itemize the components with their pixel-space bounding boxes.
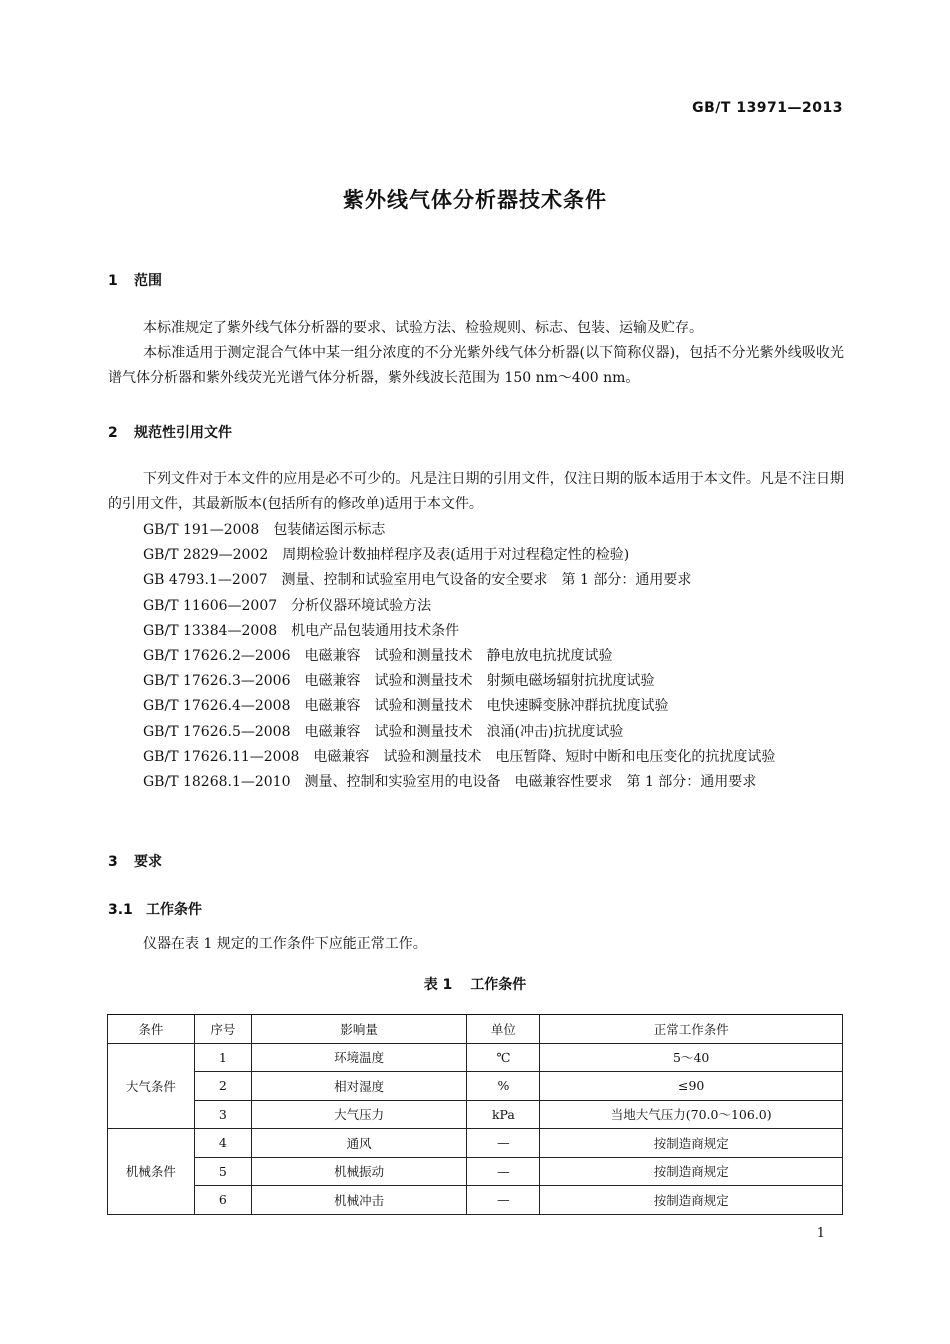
- section-3-heading: [108, 851, 162, 871]
- table-row: [108, 1100, 843, 1129]
- table-header-cell: 影响量: [251, 1015, 467, 1044]
- table-cell: 3: [194, 1100, 251, 1129]
- table-cell: 当地大气压力(70.0～106.0): [540, 1100, 843, 1129]
- table-header-cell: 单位: [467, 1015, 540, 1044]
- table-cell: 相对湿度: [251, 1072, 467, 1101]
- table-caption-title: 工作条件: [470, 977, 527, 993]
- table-number: 表 1: [423, 977, 453, 993]
- table-cell: 1: [194, 1043, 251, 1072]
- table-cell: 4: [194, 1129, 251, 1158]
- table-cell: —: [467, 1157, 540, 1186]
- reference-item: GB/T 2829—2002 周期检验计数抽样程序及表(适用于对过程稳定性的检验): [143, 547, 630, 564]
- references-intro: 下列文件对于本文件的应用是必不可少的。凡是注日期的引用文件，仅注日期的版本适用于本文件。凡是不注日期的引用文件，其最新版本(包括所有的修改单)适用于本文件。: [108, 471, 844, 512]
- table-cell: 环境温度: [251, 1043, 467, 1072]
- reference-item: GB/T 191—2008 包装储运图示标志: [143, 522, 386, 538]
- table-cell: 2: [194, 1072, 251, 1101]
- section-number: 2: [108, 425, 118, 441]
- table-cell: —: [467, 1129, 540, 1158]
- scope-paragraph-1: 本标准规定了紫外线气体分析器的要求、试验方法、检验规则、标志、包装、运输及贮存。: [143, 320, 703, 336]
- group-cell-mechanical: 机械条件: [108, 1129, 195, 1215]
- table-row: [108, 1072, 843, 1101]
- table-cell: 按制造商规定: [540, 1129, 843, 1158]
- table-cell: ℃: [467, 1043, 540, 1072]
- reference-item: GB/T 17626.4—2008 电磁兼容 试验和测量技术 电快速瞬变脉冲群抗扰度试验: [143, 698, 669, 715]
- table-cell: ≤90: [540, 1072, 843, 1101]
- table-cell: 按制造商规定: [540, 1157, 843, 1186]
- section-title: 规范性引用文件: [134, 425, 232, 441]
- page-number: 1: [816, 1226, 825, 1241]
- table-header-cell: 序号: [194, 1015, 251, 1044]
- section-number: 3.1: [108, 902, 133, 918]
- section-1-heading: [108, 270, 162, 290]
- document-title: 紫外线气体分析器技术条件: [343, 188, 607, 212]
- table-cell: %: [467, 1072, 540, 1101]
- table-header-row: [108, 1015, 843, 1044]
- table-cell: 6: [194, 1186, 251, 1215]
- reference-item: GB/T 17626.2—2006 电磁兼容 试验和测量技术 静电放电抗扰度试验: [143, 647, 613, 664]
- reference-item: GB/T 13384—2008 机电产品包装通用技术条件: [143, 622, 460, 639]
- reference-item: GB/T 11606—2007 分析仪器环境试验方法: [143, 597, 432, 614]
- group-cell-atmospheric: 大气条件: [108, 1043, 195, 1129]
- table-cell: 5: [194, 1157, 251, 1186]
- table-row: [108, 1186, 843, 1215]
- reference-item: GB 4793.1—2007 测量、控制和试验室用电气设备的安全要求 第 1 部分：通用要求: [143, 572, 692, 589]
- section-number: 3: [108, 854, 118, 870]
- table-cell: 5～40: [540, 1043, 843, 1072]
- section-title: 要求: [134, 854, 162, 870]
- table-cell: 通风: [251, 1129, 467, 1158]
- table-row: [108, 1043, 843, 1072]
- reference-item: GB/T 17626.5—2008 电磁兼容 试验和测量技术 浪涌(冲击)抗扰度试验: [143, 723, 624, 740]
- table-cell: 大气压力: [251, 1100, 467, 1129]
- table-header-cell: 条件: [108, 1015, 195, 1044]
- section-3-1-heading: [108, 899, 202, 919]
- section-2-heading: [108, 422, 232, 442]
- table-row: [108, 1157, 843, 1186]
- table-cell: kPa: [467, 1100, 540, 1129]
- reference-item: GB/T 17626.11—2008 电磁兼容 试验和测量技术 电压暂降、短时中断和电压变化的抗扰度试验: [143, 748, 776, 765]
- reference-item: GB/T 17626.3—2006 电磁兼容 试验和测量技术 射频电磁场辐射抗扰度试验: [143, 673, 655, 690]
- working-conditions-table: [107, 1014, 843, 1215]
- table-cell: 机械冲击: [251, 1186, 467, 1215]
- reference-list: [108, 518, 844, 795]
- scope-paragraph-2: 本标准适用于测定混合气体中某一组分浓度的不分光紫外线气体分析器(以下简称仪器)，包括不分光紫外线吸收光谱气体分析器和紫外线荧光光谱气体分析器，紫外线波长范围为 150 nm～400 nm。: [108, 345, 844, 386]
- working-conditions-paragraph: 仪器在表 1 规定的工作条件下应能正常工作。: [143, 936, 427, 952]
- table-cell: —: [467, 1186, 540, 1215]
- table-cell: 按制造商规定: [540, 1186, 843, 1215]
- table-row: [108, 1129, 843, 1158]
- standard-code-header: GB/T 13971—2013: [692, 100, 843, 116]
- section-title: 范围: [134, 273, 162, 289]
- table-header-cell: 正常工作条件: [540, 1015, 843, 1044]
- reference-item: GB/T 18268.1—2010 测量、控制和实验室用的电设备 电磁兼容性要求 第 1 部分：通用要求: [143, 773, 757, 790]
- table-caption: [0, 974, 950, 994]
- section-number: 1: [108, 273, 118, 289]
- section-title: 工作条件: [146, 902, 202, 918]
- table-cell: 机械振动: [251, 1157, 467, 1186]
